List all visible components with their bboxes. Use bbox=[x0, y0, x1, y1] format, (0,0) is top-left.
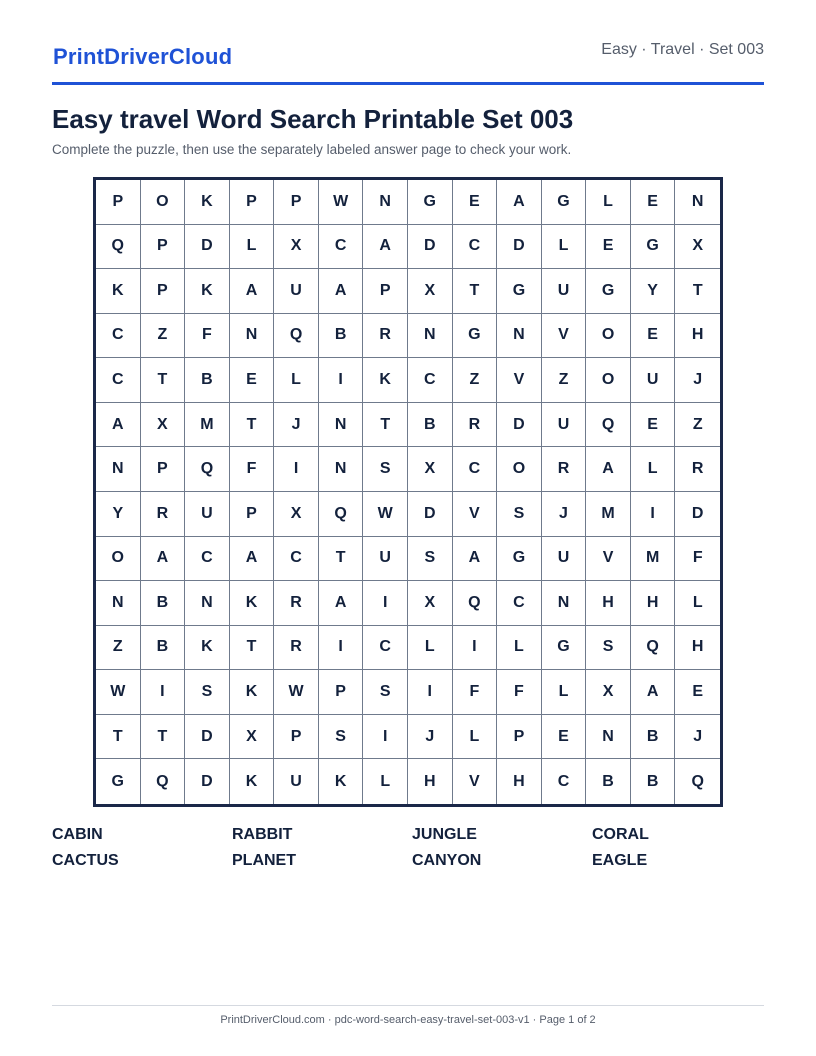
grid-cell: U bbox=[542, 403, 587, 448]
grid-cell: D bbox=[675, 492, 720, 537]
grid-cell: K bbox=[96, 269, 141, 314]
grid-cell: C bbox=[408, 358, 453, 403]
grid-cell: H bbox=[408, 759, 453, 804]
grid-cell: L bbox=[497, 626, 542, 671]
grid-cell: I bbox=[363, 581, 408, 626]
grid-cell: Q bbox=[453, 581, 498, 626]
grid-cell: J bbox=[408, 715, 453, 760]
grid-cell: K bbox=[185, 180, 230, 225]
grid-cell: V bbox=[586, 537, 631, 582]
grid-cell: G bbox=[96, 759, 141, 804]
grid-cell: O bbox=[586, 314, 631, 359]
grid-cell: N bbox=[96, 581, 141, 626]
grid-cell: K bbox=[319, 759, 364, 804]
grid-cell: S bbox=[497, 492, 542, 537]
grid-cell: D bbox=[497, 403, 542, 448]
grid-cell: E bbox=[631, 314, 676, 359]
grid-cell: A bbox=[453, 537, 498, 582]
grid-cell: N bbox=[319, 403, 364, 448]
grid-cell: I bbox=[319, 626, 364, 671]
grid-cell: R bbox=[542, 447, 587, 492]
grid-cell: P bbox=[274, 715, 319, 760]
grid-cell: J bbox=[274, 403, 319, 448]
puzzle-meta: Easy · Travel · Set 003 bbox=[601, 41, 764, 58]
word-list bbox=[52, 826, 772, 870]
grid-cell: V bbox=[497, 358, 542, 403]
grid-cell: P bbox=[141, 447, 186, 492]
grid-cell: L bbox=[586, 180, 631, 225]
grid-cell: Z bbox=[96, 626, 141, 671]
grid-cell: J bbox=[675, 715, 720, 760]
grid-cell: E bbox=[586, 225, 631, 270]
grid-cell: N bbox=[408, 314, 453, 359]
grid-cell: L bbox=[631, 447, 676, 492]
grid-cell: B bbox=[319, 314, 364, 359]
grid-cell: I bbox=[363, 715, 408, 760]
page-title: Easy travel Word Search Printable Set 003 bbox=[52, 104, 574, 134]
grid-cell: H bbox=[586, 581, 631, 626]
grid-cell: Q bbox=[319, 492, 364, 537]
grid-cell: A bbox=[631, 670, 676, 715]
grid-cell: T bbox=[230, 626, 275, 671]
brand-logo: PrintDriverCloud bbox=[53, 44, 233, 69]
grid-cell: Q bbox=[586, 403, 631, 448]
grid-cell: N bbox=[96, 447, 141, 492]
grid-cell: K bbox=[363, 358, 408, 403]
grid-cell: H bbox=[497, 759, 542, 804]
grid-cell: D bbox=[185, 759, 230, 804]
grid-cell: H bbox=[675, 314, 720, 359]
grid-cell: A bbox=[230, 269, 275, 314]
grid-cell: N bbox=[497, 314, 542, 359]
grid-cell: U bbox=[631, 358, 676, 403]
word-list-item: CACTUS bbox=[52, 852, 119, 869]
grid-cell: X bbox=[408, 581, 453, 626]
grid-cell: U bbox=[363, 537, 408, 582]
header-divider bbox=[52, 82, 764, 85]
grid-cell: A bbox=[141, 537, 186, 582]
word-search-grid bbox=[93, 177, 723, 807]
grid-cell: L bbox=[274, 358, 319, 403]
grid-cell: S bbox=[586, 626, 631, 671]
grid-cell: B bbox=[141, 626, 186, 671]
grid-cell: H bbox=[675, 626, 720, 671]
grid-cell: C bbox=[274, 537, 319, 582]
grid-cell: T bbox=[675, 269, 720, 314]
grid-cell: V bbox=[453, 492, 498, 537]
grid-cell: D bbox=[497, 225, 542, 270]
grid-cell: D bbox=[408, 492, 453, 537]
grid-cell: J bbox=[542, 492, 587, 537]
grid-cell: S bbox=[185, 670, 230, 715]
grid-cell: O bbox=[497, 447, 542, 492]
grid-cell: X bbox=[408, 269, 453, 314]
grid-cell: W bbox=[319, 180, 364, 225]
grid-cell: T bbox=[319, 537, 364, 582]
grid-cell: B bbox=[631, 715, 676, 760]
grid-cell: T bbox=[141, 358, 186, 403]
word-list-item: RABBIT bbox=[232, 826, 293, 843]
grid-cell: R bbox=[141, 492, 186, 537]
grid-cell: U bbox=[185, 492, 230, 537]
grid-cell: X bbox=[274, 492, 319, 537]
grid-cell: L bbox=[230, 225, 275, 270]
grid-cell: D bbox=[408, 225, 453, 270]
grid-cell: P bbox=[497, 715, 542, 760]
word-list-item: JUNGLE bbox=[412, 826, 477, 843]
grid-cell: K bbox=[230, 670, 275, 715]
grid-cell: A bbox=[319, 269, 364, 314]
grid-cell: E bbox=[631, 403, 676, 448]
grid-cell: U bbox=[542, 269, 587, 314]
footer-divider bbox=[52, 1005, 764, 1006]
grid-cell: X bbox=[274, 225, 319, 270]
grid-cell: E bbox=[542, 715, 587, 760]
grid-cell: G bbox=[542, 180, 587, 225]
grid-cell: R bbox=[274, 581, 319, 626]
grid-cell: P bbox=[230, 492, 275, 537]
grid-cell: G bbox=[497, 537, 542, 582]
grid-cell: V bbox=[453, 759, 498, 804]
grid-cell: R bbox=[675, 447, 720, 492]
grid-cell: I bbox=[274, 447, 319, 492]
grid-cell: L bbox=[453, 715, 498, 760]
grid-cell: X bbox=[408, 447, 453, 492]
grid-cell: N bbox=[185, 581, 230, 626]
grid-cell: B bbox=[586, 759, 631, 804]
grid-cell: I bbox=[319, 358, 364, 403]
grid-cell: P bbox=[363, 269, 408, 314]
grid-cell: B bbox=[141, 581, 186, 626]
grid-cell: R bbox=[453, 403, 498, 448]
grid-cell: U bbox=[274, 269, 319, 314]
page-subtitle: Complete the puzzle, then use the separately labeled answer page to check your work. bbox=[52, 142, 572, 157]
grid-cell: R bbox=[274, 626, 319, 671]
grid-cell: M bbox=[185, 403, 230, 448]
grid-cell: S bbox=[363, 447, 408, 492]
grid-cell: P bbox=[141, 269, 186, 314]
grid-cell: N bbox=[586, 715, 631, 760]
grid-cell: G bbox=[631, 225, 676, 270]
grid-cell: O bbox=[96, 537, 141, 582]
grid-cell: F bbox=[675, 537, 720, 582]
grid-cell: O bbox=[586, 358, 631, 403]
grid-cell: P bbox=[96, 180, 141, 225]
grid-cell: S bbox=[363, 670, 408, 715]
grid-cell: C bbox=[497, 581, 542, 626]
grid-cell: P bbox=[141, 225, 186, 270]
grid-cell: C bbox=[185, 537, 230, 582]
grid-cell: S bbox=[319, 715, 364, 760]
grid-cell: G bbox=[408, 180, 453, 225]
grid-cell: B bbox=[631, 759, 676, 804]
grid-cell: A bbox=[497, 180, 542, 225]
grid-cell: G bbox=[497, 269, 542, 314]
grid-cell: X bbox=[230, 715, 275, 760]
grid-cell: E bbox=[675, 670, 720, 715]
grid-cell: T bbox=[363, 403, 408, 448]
grid-cell: F bbox=[185, 314, 230, 359]
grid-cell: A bbox=[319, 581, 364, 626]
word-list-item: CORAL bbox=[592, 826, 649, 843]
word-list-item: EAGLE bbox=[592, 852, 648, 869]
grid-cell: K bbox=[185, 626, 230, 671]
grid-cell: N bbox=[363, 180, 408, 225]
grid-cell: T bbox=[453, 269, 498, 314]
grid-cell: Z bbox=[542, 358, 587, 403]
grid-cell: C bbox=[363, 626, 408, 671]
grid-cell: X bbox=[586, 670, 631, 715]
word-list-item: PLANET bbox=[232, 852, 296, 869]
grid-cell: Q bbox=[631, 626, 676, 671]
grid-cell: P bbox=[274, 180, 319, 225]
grid-cell: Q bbox=[96, 225, 141, 270]
grid-cell: A bbox=[96, 403, 141, 448]
grid-cell: Q bbox=[274, 314, 319, 359]
grid-cell: T bbox=[230, 403, 275, 448]
grid-cell: C bbox=[542, 759, 587, 804]
grid-cell: A bbox=[363, 225, 408, 270]
grid-cell: Q bbox=[141, 759, 186, 804]
grid-cell: C bbox=[453, 447, 498, 492]
grid-cell: F bbox=[497, 670, 542, 715]
grid-cell: U bbox=[542, 537, 587, 582]
grid-cell: N bbox=[230, 314, 275, 359]
grid-cell: B bbox=[185, 358, 230, 403]
grid-cell: R bbox=[363, 314, 408, 359]
grid-cell: V bbox=[542, 314, 587, 359]
grid-cell: N bbox=[542, 581, 587, 626]
grid-cell: A bbox=[230, 537, 275, 582]
grid-cell: M bbox=[631, 537, 676, 582]
grid-cell: C bbox=[96, 358, 141, 403]
grid-cell: L bbox=[363, 759, 408, 804]
grid-cell: I bbox=[141, 670, 186, 715]
page-footer: PrintDriverCloud.com · pdc-word-search-easy-travel-set-003-v1 · Page 1 of 2 bbox=[220, 1014, 596, 1026]
grid-cell: C bbox=[96, 314, 141, 359]
grid-cell: Q bbox=[675, 759, 720, 804]
grid-cell: T bbox=[96, 715, 141, 760]
grid-cell: D bbox=[185, 715, 230, 760]
grid-cell: F bbox=[453, 670, 498, 715]
grid-cell: F bbox=[230, 447, 275, 492]
grid-cell: J bbox=[675, 358, 720, 403]
grid-cell: P bbox=[319, 670, 364, 715]
word-list-item: CABIN bbox=[52, 826, 103, 843]
grid-cell: O bbox=[141, 180, 186, 225]
grid-cell: U bbox=[274, 759, 319, 804]
grid-cell: A bbox=[586, 447, 631, 492]
grid-cell: G bbox=[542, 626, 587, 671]
word-list-item: CANYON bbox=[412, 852, 482, 869]
grid-cell: H bbox=[631, 581, 676, 626]
grid-cell: E bbox=[453, 180, 498, 225]
grid-cell: L bbox=[542, 225, 587, 270]
grid-cell: K bbox=[185, 269, 230, 314]
grid-cell: B bbox=[408, 403, 453, 448]
grid-cell: D bbox=[185, 225, 230, 270]
grid-cell: Y bbox=[96, 492, 141, 537]
grid-cell: L bbox=[542, 670, 587, 715]
grid-cell: Z bbox=[141, 314, 186, 359]
grid-cell: P bbox=[230, 180, 275, 225]
grid-cell: L bbox=[675, 581, 720, 626]
grid-cell: X bbox=[675, 225, 720, 270]
grid-cell: K bbox=[230, 759, 275, 804]
grid-cell: Y bbox=[631, 269, 676, 314]
grid-cell: E bbox=[631, 180, 676, 225]
grid-cell: W bbox=[96, 670, 141, 715]
grid-cell: W bbox=[363, 492, 408, 537]
grid-cell: N bbox=[675, 180, 720, 225]
grid-cell: I bbox=[453, 626, 498, 671]
grid-cell: L bbox=[408, 626, 453, 671]
grid-cell: I bbox=[631, 492, 676, 537]
grid-cell: G bbox=[453, 314, 498, 359]
grid-cell: W bbox=[274, 670, 319, 715]
grid-cell: C bbox=[319, 225, 364, 270]
grid-cell: M bbox=[586, 492, 631, 537]
grid-cell: Z bbox=[675, 403, 720, 448]
grid-cell: G bbox=[586, 269, 631, 314]
grid-cell: Z bbox=[453, 358, 498, 403]
grid-cell: T bbox=[141, 715, 186, 760]
grid-cell: I bbox=[408, 670, 453, 715]
grid-cell: S bbox=[408, 537, 453, 582]
grid-cell: Q bbox=[185, 447, 230, 492]
grid-cell: E bbox=[230, 358, 275, 403]
grid-cell: X bbox=[141, 403, 186, 448]
grid-cell: N bbox=[319, 447, 364, 492]
grid-cell: K bbox=[230, 581, 275, 626]
grid-cell: C bbox=[453, 225, 498, 270]
